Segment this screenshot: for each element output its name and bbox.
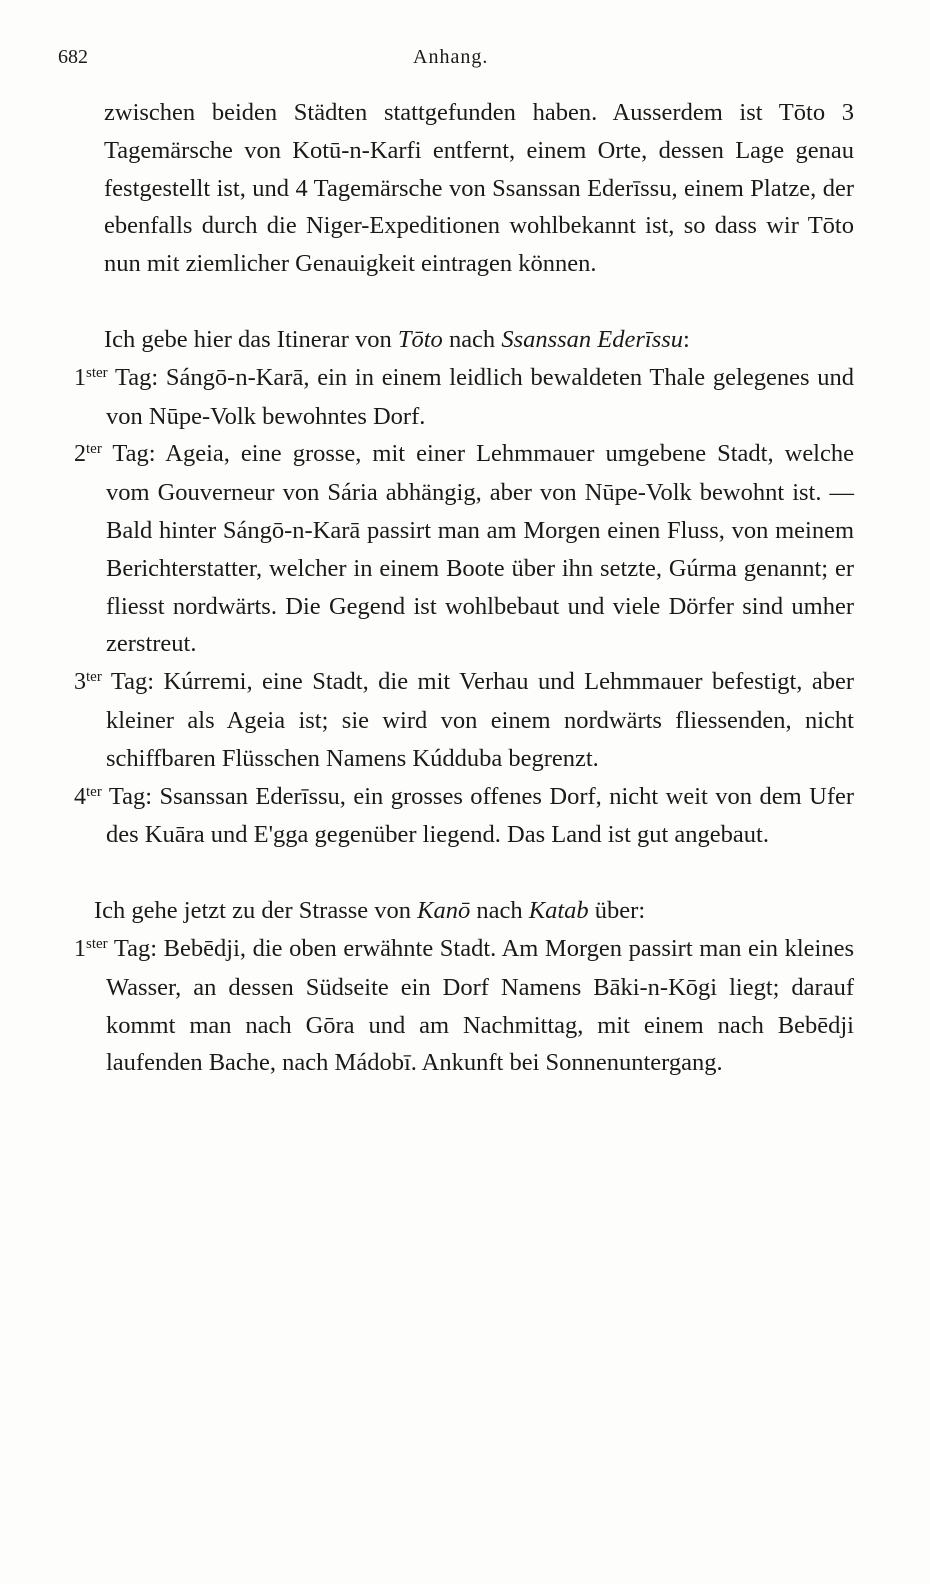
intro-text: Ich gehe jetzt zu der Strasse von	[94, 897, 418, 925]
page-number: 682	[58, 46, 88, 68]
page-body	[64, 94, 854, 1082]
itinerary-entry	[64, 778, 854, 855]
day-label: Tag:	[114, 363, 159, 391]
itinerary-entry	[64, 359, 854, 436]
entry-text: Ssanssan Ederīssu, ein grosses offenes Dorf, nicht weit von dem Ufer des Kuāra und E'gga gegenüber liegend. Das Land ist gut angebaut.	[106, 782, 855, 849]
place-name-toto: Tōto	[397, 325, 443, 353]
intro-text: über:	[588, 897, 646, 925]
day-label: Tag:	[112, 440, 156, 468]
entry-text: Bebēdji, die oben erwähnte Stadt. Am Morgen passirt man ein kleines Wasser, an dessen Südseite ein Dorf Namens Bāki-n-Kōgi liegt; darauf kommt man nach Gōra und am Nachmittag, mit einem nach Bebēdji laufenden Bache, nach Mádobī. Ankunft bei Sonnenuntergang.	[106, 934, 855, 1077]
place-name-ssanssan: Ssanssan Ederīssu	[501, 325, 684, 353]
place-name-kano: Kanō	[417, 897, 471, 925]
intro-text: :	[683, 325, 690, 353]
day-number: $1^{ster}$	[74, 935, 108, 962]
day-label: Tag:	[110, 668, 155, 696]
day-label: Tag:	[113, 934, 158, 962]
itinerary-entry	[64, 930, 854, 1082]
day-number: $4^{ter}$	[74, 783, 102, 810]
itinerary-entry	[64, 663, 854, 777]
paragraph-intro: zwischen beiden Städten stattgefunden haben. Ausserdem ist Tōto 3 Tagemärsche von Kotū-n-Karfi entfernt, einem Orte, dessen Lage genau festgestellt ist, und 4 Tagemärsche von Ssanssan Ederīssu, einem Platze, der ebenfalls durch die Niger-Expeditionen wohlbekannt ist, so dass wir Tōto nun mit ziemlicher Genauigkeit eintragen können.	[104, 99, 854, 278]
entry-text: Sángō-n-Karā, ein in einem leidlich bewaldeten Thale gelegenes und von Nūpe-Volk bewohntes Dorf.	[106, 363, 854, 430]
paragraph-gap	[64, 854, 854, 892]
running-head: Anhang.	[413, 46, 489, 68]
intro-text: nach	[470, 897, 529, 925]
paragraph-gap	[64, 283, 854, 321]
day-number: $2^{ter}$	[74, 441, 102, 468]
intro-text: nach	[442, 325, 502, 353]
itinerary-toto-list	[64, 359, 854, 854]
entry-text: Kúrremi, eine Stadt, die mit Verhau und Lehmmauer befestigt, aber kleiner als Ageia ist; sie wird von einem nordwärts fliessenden, nicht schiffbaren Flüsschen Namens Kúdduba begrenzt.	[106, 668, 855, 772]
page-header	[58, 46, 848, 76]
day-label: Tag:	[108, 782, 153, 810]
intro-text: Ich gebe hier das Itinerar von	[104, 325, 398, 353]
itinerary-entry	[64, 435, 854, 663]
entry-text: Ageia, eine grosse, mit einer Lehmmauer umgebene Stadt, welche vom Gouverneur von Sária abhängig, aber von Nūpe-Volk bewohnt ist. — Bald hinter Sángō-n-Karā passirt man am Morgen einen Fluss, von meinem Berichterstatter, welcher in einem Boote über ihn setzte, Gúrma genannt; er fliesst nordwärts. Die Gegend ist wohlbebaut und viele Dörfer sind umher zerstreut.	[106, 440, 854, 658]
day-number: $1^{ster}$	[74, 364, 108, 391]
place-name-katab: Katab	[528, 897, 589, 925]
paragraph-itinerary-kano-intro	[64, 892, 854, 930]
paragraph-itinerary-toto-intro	[64, 321, 854, 359]
day-number: $3^{ter}$	[74, 669, 102, 696]
itinerary-kano-list	[64, 930, 854, 1082]
